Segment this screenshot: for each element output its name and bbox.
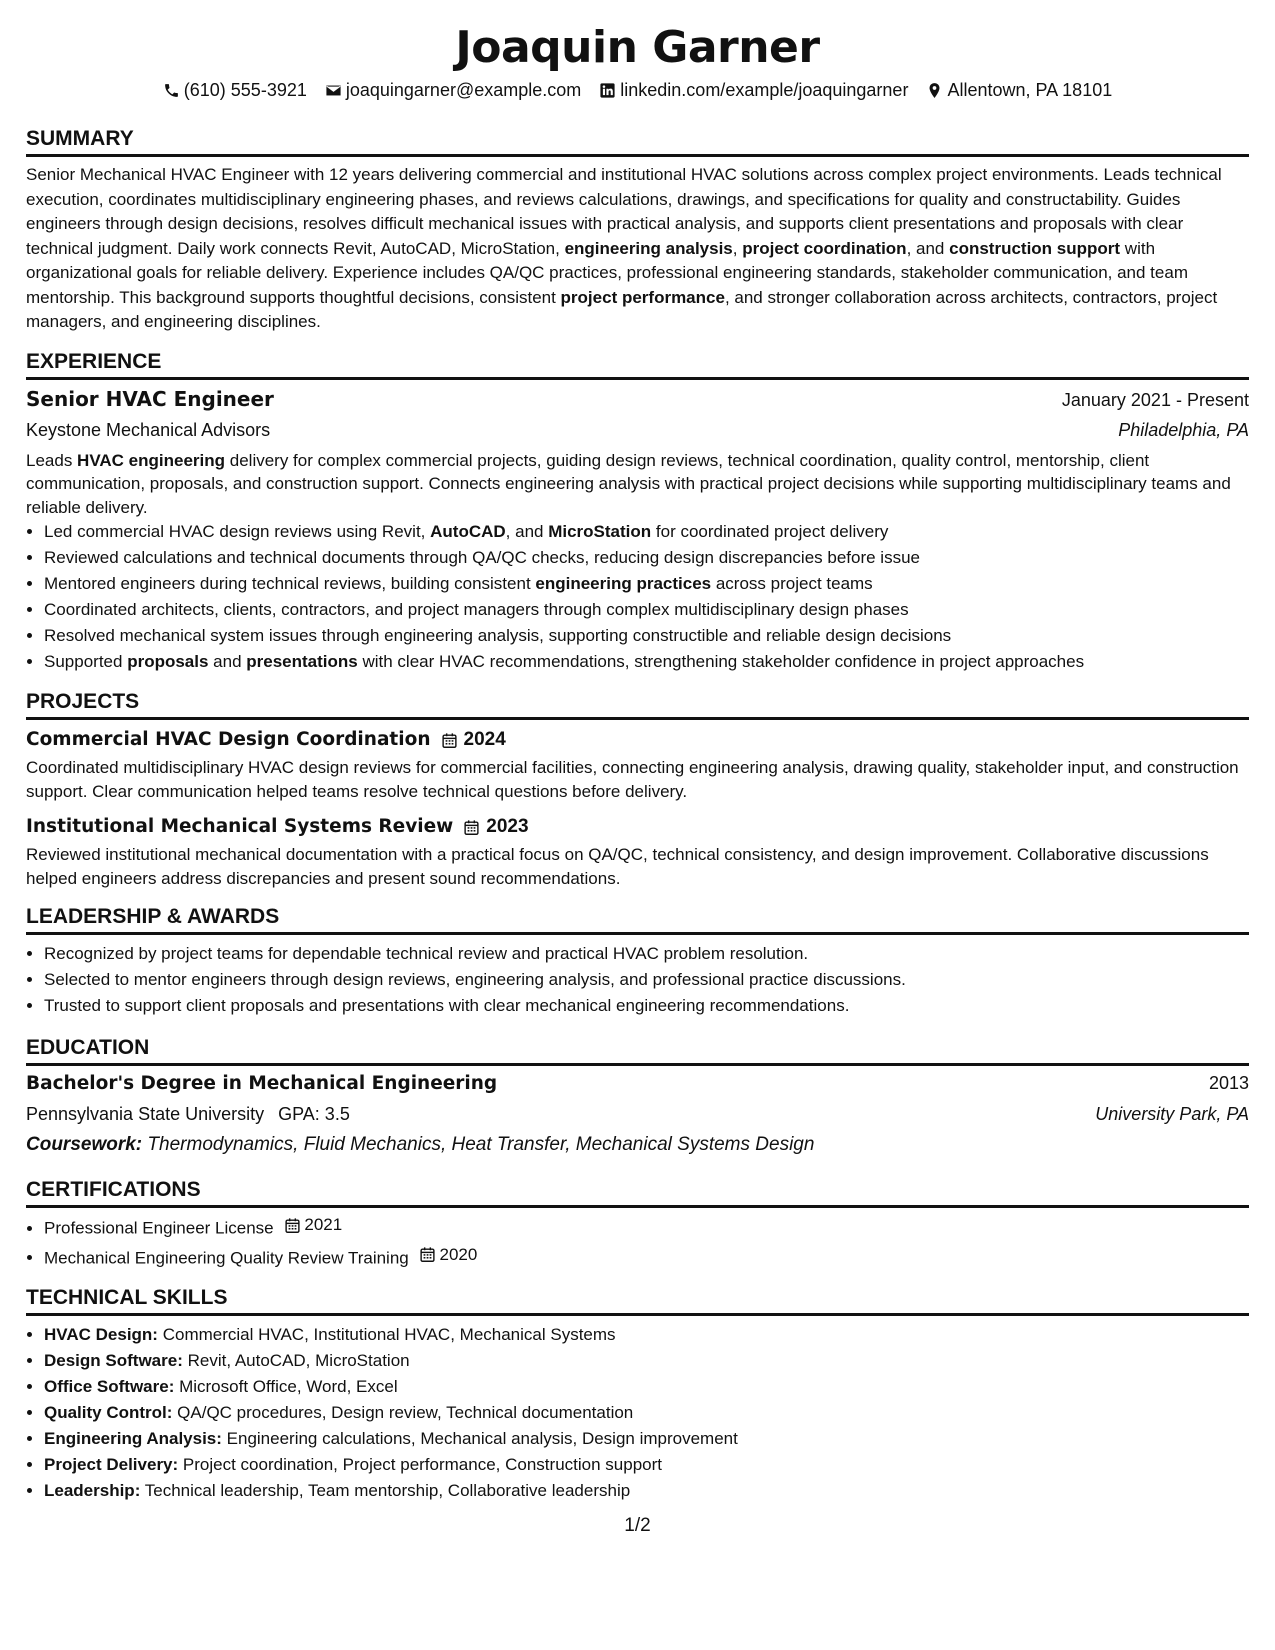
candidate-name: Joaquin Garner bbox=[455, 22, 820, 73]
section-title: SUMMARY bbox=[26, 126, 1249, 157]
skill-item bbox=[44, 1348, 1249, 1374]
text-run: Mentored engineers during technical reviews, building consistent bbox=[44, 574, 536, 593]
text-run: Supported bbox=[44, 652, 128, 671]
skill-item bbox=[44, 1374, 1249, 1400]
skill-label: Design Software: bbox=[44, 1351, 183, 1370]
project-year: 2023 bbox=[486, 816, 529, 837]
certification-year: 2021 bbox=[304, 1215, 343, 1234]
bold-text: presentations bbox=[246, 652, 358, 671]
list-item bbox=[44, 571, 1249, 597]
certification-name: Mechanical Engineering Quality Review Training bbox=[44, 1248, 409, 1267]
list-item: • Recognized by project teams for dependable technical review and practical HVAC problem resolution. bbox=[44, 941, 1249, 967]
text-run: Coordinated architects, clients, contractors, and project managers through complex multidisciplinary design phases bbox=[44, 600, 909, 619]
phone-text: (610) 555-3921 bbox=[183, 80, 307, 100]
education-section bbox=[26, 1035, 1249, 1161]
skill-value: Technical leadership, Team mentorship, Collaborative leadership bbox=[140, 1481, 631, 1500]
project-entry bbox=[26, 813, 1249, 890]
skill-value: Microsoft Office, Word, Excel bbox=[174, 1377, 398, 1396]
calendar-icon bbox=[441, 732, 458, 749]
contact-email[interactable] bbox=[325, 76, 581, 104]
coursework-list: Thermodynamics, Fluid Mechanics, Heat Transfer, Mechanical Systems Design bbox=[147, 1134, 815, 1155]
list-item bbox=[44, 545, 1249, 571]
calendar-icon bbox=[463, 819, 480, 836]
contact-location bbox=[926, 76, 1112, 104]
list-item bbox=[44, 1212, 1249, 1242]
project-name: Institutional Mechanical Systems Review bbox=[26, 816, 454, 837]
job-bullets bbox=[26, 519, 1249, 675]
skill-value: QA/QC procedures, Design review, Technical documentation bbox=[172, 1403, 634, 1422]
project-name: Commercial HVAC Design Coordination bbox=[26, 729, 431, 750]
gpa: GPA: 3.5 bbox=[278, 1104, 350, 1124]
list-item bbox=[44, 649, 1249, 675]
degree-year: 2013 bbox=[1208, 1073, 1249, 1093]
phone-icon bbox=[163, 82, 180, 99]
section-title: LEADERSHIP & AWARDS bbox=[26, 904, 1249, 935]
skills-list bbox=[26, 1322, 1249, 1504]
resume-page bbox=[26, 20, 1249, 1504]
leadership-list bbox=[26, 941, 1249, 1019]
map-pin-icon bbox=[926, 82, 943, 99]
skill-value: Revit, AutoCAD, MicroStation bbox=[182, 1351, 410, 1370]
skill-label: Leadership: bbox=[44, 1481, 141, 1500]
contact-phone[interactable] bbox=[163, 76, 307, 104]
job-description bbox=[26, 449, 1249, 520]
certifications-section bbox=[26, 1177, 1249, 1271]
degree-name: Bachelor's Degree in Mechanical Engineering bbox=[26, 1073, 498, 1094]
linkedin-text: linkedin.com/example/joaquingarner bbox=[620, 80, 909, 100]
section-title: EDUCATION bbox=[26, 1035, 1249, 1066]
coursework bbox=[26, 1129, 1249, 1161]
experience-section bbox=[26, 349, 1249, 676]
text-run: , and bbox=[906, 238, 950, 258]
section-title: TECHNICAL SKILLS bbox=[26, 1285, 1249, 1316]
section-title: EXPERIENCE bbox=[26, 349, 1249, 380]
section-title: PROJECTS bbox=[26, 689, 1249, 720]
bold-text: engineering analysis bbox=[564, 238, 733, 258]
list-item bbox=[44, 1242, 1249, 1272]
company-name: Keystone Mechanical Advisors bbox=[26, 419, 271, 440]
projects-section bbox=[26, 689, 1249, 890]
list-item: • Trusted to support client proposals and presentations with clear mechanical engineering recommendations. bbox=[44, 993, 1249, 1019]
list-item bbox=[44, 623, 1249, 649]
school-location: University Park, PA bbox=[1095, 1104, 1249, 1124]
contact-linkedin[interactable] bbox=[599, 76, 908, 104]
text-run: , and bbox=[505, 522, 549, 541]
bold-text: project performance bbox=[560, 287, 725, 307]
skill-value: Commercial HVAC, Institutional HVAC, Mechanical Systems bbox=[157, 1325, 616, 1344]
skills-section bbox=[26, 1285, 1249, 1504]
contact-bar bbox=[26, 76, 1249, 104]
job-location: Philadelphia, PA bbox=[1118, 419, 1249, 440]
skill-item bbox=[44, 1478, 1249, 1504]
text-run: and bbox=[208, 652, 247, 671]
bold-text: HVAC engineering bbox=[77, 450, 226, 470]
summary-text bbox=[26, 163, 1249, 335]
bold-text: proposals bbox=[127, 652, 209, 671]
text-run: , bbox=[732, 238, 743, 258]
project-year: 2024 bbox=[463, 729, 506, 750]
text-run: for coordinated project delivery bbox=[651, 522, 889, 541]
skill-label: Project Delivery: bbox=[44, 1455, 179, 1474]
bold-text: engineering practices bbox=[535, 574, 712, 593]
leadership-section bbox=[26, 904, 1249, 1019]
skill-item bbox=[44, 1400, 1249, 1426]
section-title: CERTIFICATIONS bbox=[26, 1177, 1249, 1208]
job-title: Senior HVAC Engineer bbox=[26, 386, 274, 411]
coursework-label: Coursework: bbox=[26, 1134, 143, 1155]
skill-item bbox=[44, 1426, 1249, 1452]
skill-value: Engineering calculations, Mechanical analysis, Design improvement bbox=[221, 1429, 738, 1448]
school-name: Pennsylvania State University bbox=[26, 1104, 265, 1124]
text-run: Leads bbox=[26, 450, 78, 470]
certification-name: Professional Engineer License bbox=[44, 1218, 274, 1238]
job-dates: January 2021 - Present bbox=[1061, 389, 1249, 410]
bold-text: construction support bbox=[949, 238, 1121, 258]
project-description: Coordinated multidisciplinary HVAC design reviews for commercial facilities, connecting engineering analysis, drawing quality, stakeholder input, and construction support. Clear communication helped teams resolve technical questions before delivery. bbox=[26, 758, 1239, 801]
calendar-icon bbox=[419, 1246, 436, 1263]
text-run: with clear HVAC recommendations, strengthening stakeholder confidence in project approaches bbox=[357, 652, 1085, 671]
skill-value: Project coordination, Project performance, Construction support bbox=[178, 1455, 662, 1474]
list-item bbox=[44, 597, 1249, 623]
text-run: across project teams bbox=[711, 574, 873, 593]
page-number: 1/2 bbox=[624, 1515, 651, 1536]
envelope-icon bbox=[325, 82, 342, 99]
job-entry bbox=[26, 384, 1249, 676]
bold-text: AutoCAD bbox=[430, 522, 506, 541]
text-run: with organizational goals for reliable delivery. Experience includes QA/QC practices, professional engineering standards, stakeholder communication, and team mentorship. This background supports thoughtful decisions, consistent bbox=[26, 238, 1188, 307]
skill-label: Engineering Analysis: bbox=[44, 1429, 222, 1448]
skill-item bbox=[44, 1322, 1249, 1348]
calendar-icon bbox=[284, 1217, 301, 1234]
skill-label: Quality Control: bbox=[44, 1403, 173, 1422]
location-text: Allentown, PA 18101 bbox=[947, 80, 1113, 100]
summary-section bbox=[26, 126, 1249, 335]
linkedin-icon bbox=[599, 82, 616, 99]
certifications-list bbox=[26, 1212, 1249, 1271]
bold-text: MicroStation bbox=[548, 522, 652, 541]
list-item bbox=[44, 519, 1249, 545]
certification-year: 2020 bbox=[439, 1244, 478, 1264]
text-run: Reviewed calculations and technical documents through QA/QC checks, reducing design discrepancies before issue bbox=[44, 548, 920, 567]
text-run: , and stronger collaboration across architects, contractors, project managers, and engineering disciplines. bbox=[26, 287, 1218, 331]
text-run: Led commercial HVAC design reviews using Revit, bbox=[44, 522, 431, 541]
text-run: delivery for complex commercial projects, guiding design reviews, technical coordination, quality control, mentorship, client communication, proposals, and construction support. Connects engineering analysis with practical project decisions while supporting multidisciplinary teams and reliable delivery. bbox=[26, 450, 1231, 517]
bold-text: project coordination bbox=[742, 238, 907, 258]
text-run: Resolved mechanical system issues through engineering analysis, supporting constructible and reliable design decisions bbox=[44, 626, 952, 645]
project-entry bbox=[26, 726, 1249, 803]
email-text: joaquingarner@example.com bbox=[345, 80, 582, 100]
skill-item bbox=[44, 1452, 1249, 1478]
list-item: • Selected to mentor engineers through design reviews, engineering analysis, and professional practice discussions. bbox=[44, 967, 1249, 993]
skill-label: HVAC Design: bbox=[44, 1325, 158, 1344]
text-run: Senior Mechanical HVAC Engineer with 12 years delivering commercial and institutional HVAC solutions across complex project environments. Leads technical execution, coordinates multidisciplinary engineering phases, and reviews calculations, drawings, and specifications for quality and constructability. Guides engineers through design decisions, resolves difficult mechanical issues with practical analysis, and supports client presentations and proposals with clear technical judgment. Daily work connects Revit, AutoCAD, MicroStation, bbox=[26, 165, 1222, 258]
project-description: Reviewed institutional mechanical documentation with a practical focus on QA/QC, technical consistency, and design improvement. Collaborative discussions helped engineers address discrepancies and present sound recommendations. bbox=[26, 845, 1209, 888]
skill-label: Office Software: bbox=[44, 1377, 175, 1396]
